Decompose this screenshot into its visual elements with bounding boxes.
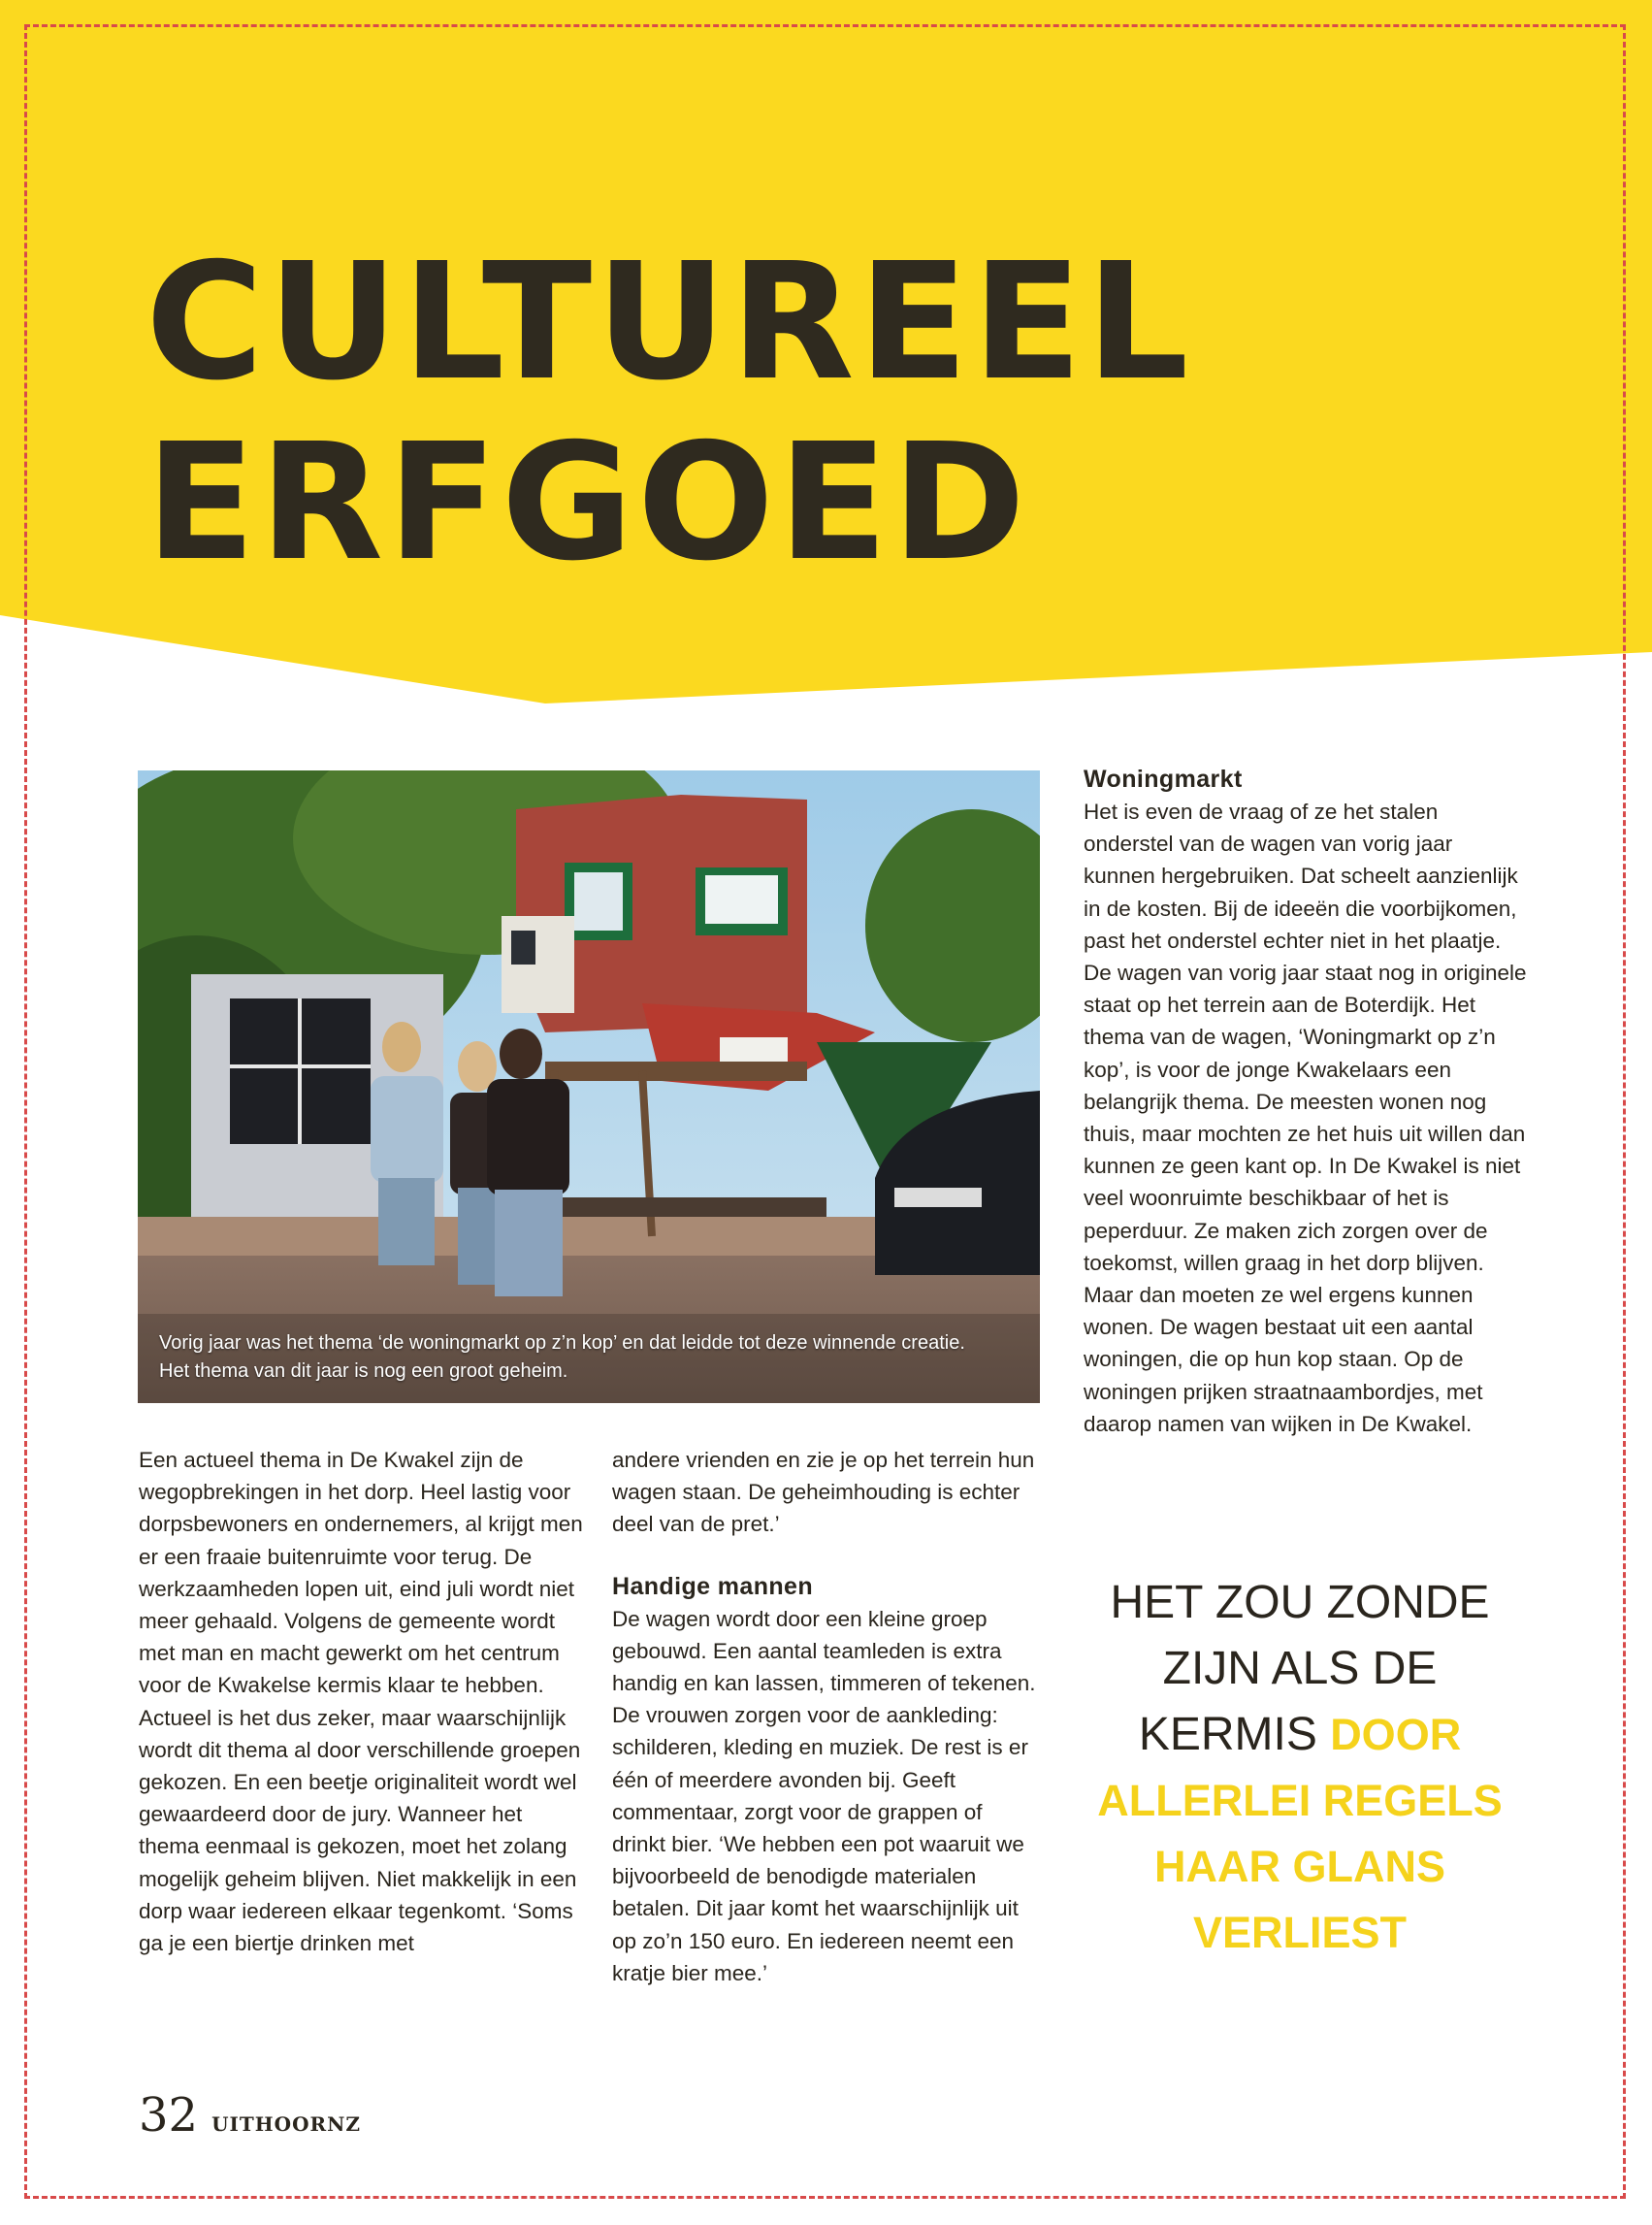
page-headline: [146, 229, 1193, 597]
pull-quote-highlight: DOOR ALLERLEI REGELS HAAR GLANS VERLIEST: [1097, 1710, 1503, 1957]
article-column-middle: [612, 1444, 1039, 1989]
photo-of-kermis-wagon: [138, 770, 1040, 1403]
photo-caption: [159, 1329, 1020, 1386]
article-paragraph: andere vrienden en zie je op het terrein hun wagen staan. De geheimhouding is echter deel van de pret.’: [612, 1448, 1035, 1537]
photo-illustration: [138, 770, 1040, 1403]
article-paragraph: Het is even de vraag of ze het stalen onderstel van de wagen van vorig jaar kunnen hergebruiken. Dat scheelt aanzienlijk in de kosten. Bij de ideeën die voorbijkomen, past het onderstel echter niet in het plaatje. De wagen van vorig jaar staat nog in originele staat op het terrein aan de Boterdijk. Het thema van de wagen, ‘Woningmarkt op z’n kop’, is voor de jonge Kwakelaars een belangrijk thema. De meesten wonen nog thuis, maar mochten ze het huis uit willen dan kunnen ze geen kant op. In De Kwakel is niet veel woonruimte beschikbaar of het is peperduur. Ze maken zich zorgen over de toekomst, willen graag in het dorp blijven. Maar dan moeten ze wel ergens kunnen wonen. De wagen bestaat uit een aantal woningen, die op hun kop staan. Op de woningen prijken straatnaambordjes, met daarop namen van wijken in De Kwakel.: [1084, 800, 1527, 1436]
article-column-left: [139, 1444, 585, 1959]
headline-line-2: ERFGOED: [146, 409, 1030, 597]
caption-line-2: Het thema van dit jaar is nog een groot geheim.: [159, 1360, 568, 1382]
page-footer: [139, 2088, 361, 2143]
article-column-right: [1084, 763, 1530, 1440]
article-paragraph: Een actueel thema in De Kwakel zijn de wegopbrekingen in het dorp. Heel lastig voor dorpsbewoners en ondernemers, al krijgt men er een fraaie buitenruimte voor terug. De werkzaamheden lopen uit, eind juli wordt niet meer gehaald. Volgens de gemeente wordt met man en macht gewerkt om het centrum voor de Kwakelse kermis klaar te hebben. Actueel is het dus zeker, maar waarschijnlijk wordt dit thema al door verschillende groepen gekozen. En een beetje originaliteit wordt wel gewaardeerd door de jury. Wanneer het thema eenmaal is gekozen, moet het zolang mogelijk geheim blijven. Niet makkelijk in een dorp waar iedereen elkaar tegenkomt. ‘Soms ga je een biertje drinken met: [139, 1448, 583, 1956]
headline-line-1: CULTUREEL: [146, 229, 1193, 416]
page-number: 32: [139, 2088, 199, 2143]
section-heading-woningmarkt: Woningmarkt: [1084, 766, 1243, 793]
pull-quote: [1067, 1570, 1533, 1966]
article-paragraph: De wagen wordt door een kleine groep gebouwd. Een aantal teamleden is extra handig en kan lassen, timmeren of tekenen. De vrouwen zorgen voor de aankleding: schilderen, kleding en muziek. De rest is er één of meerdere avonden bij. Geeft commentaar, zorgt voor de grappen of drinkt bier. ‘We hebben een pot waaruit we bijvoorbeeld de benodigde materialen betalen. Dit jaar komt het waarschijnlijk uit op zo’n 150 euro. En iedereen neemt een kratje bier mee.’: [612, 1606, 1036, 1985]
pull-quote-text: HET ZOU ZONDE ZIJN ALS DE KERMIS: [1110, 1577, 1490, 1760]
caption-line-1: Vorig jaar was het thema ‘de woningmarkt op z’n kop’ en dat leidde tot deze winnende creatie.: [159, 1332, 965, 1354]
section-heading-handige-mannen: Handige mannen: [612, 1572, 814, 1600]
magazine-logo: UITHOORNZ: [211, 2112, 361, 2136]
